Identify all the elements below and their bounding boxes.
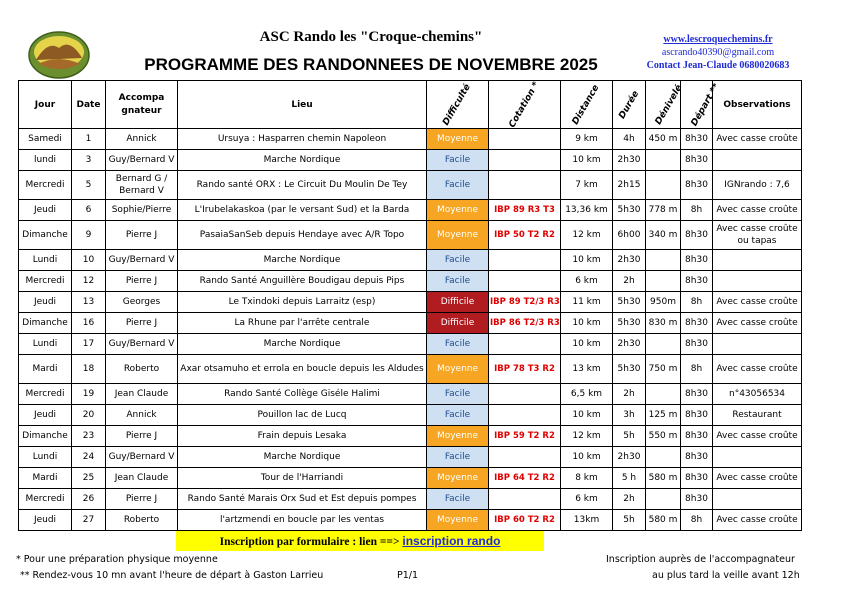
cell-lieu: Marche Nordique bbox=[178, 334, 427, 355]
cell-duree: 5h30 bbox=[613, 313, 646, 334]
cell-difficulte: Facile bbox=[427, 150, 489, 171]
col-denivele: Dénivelé bbox=[646, 81, 681, 129]
cell-denivele bbox=[646, 150, 681, 171]
cell-observations: Avec casse croûte bbox=[713, 313, 802, 334]
cell-duree: 5h30 bbox=[613, 200, 646, 221]
cell-observations bbox=[713, 250, 802, 271]
cell-distance: 10 km bbox=[561, 150, 613, 171]
cell-cotation: IBP 78 T3 R2 bbox=[489, 355, 561, 384]
col-lieu: Lieu bbox=[178, 81, 427, 129]
cell-observations: Avec casse croûte bbox=[713, 468, 802, 489]
cell-cotation: IBP 86 T2/3 R3 bbox=[489, 313, 561, 334]
cell-cotation: IBP 59 T2 R2 bbox=[489, 426, 561, 447]
cell-lieu: Tour de l'Harriandi bbox=[178, 468, 427, 489]
cell-duree: 5h bbox=[613, 510, 646, 531]
cell-duree: 2h bbox=[613, 384, 646, 405]
cell-date: 12 bbox=[72, 271, 106, 292]
cell-accompagnateur: Guy/Bernard V bbox=[106, 250, 178, 271]
cell-cotation bbox=[489, 405, 561, 426]
table-row bbox=[19, 129, 802, 150]
cell-cotation: IBP 64 T2 R2 bbox=[489, 468, 561, 489]
cell-accompagnateur: Pierre J bbox=[106, 489, 178, 510]
table-header-row bbox=[19, 81, 802, 129]
cell-jour: lundi bbox=[19, 150, 72, 171]
cell-distance: 13km bbox=[561, 510, 613, 531]
cell-lieu: Ursuya : Hasparren chemin Napoleon bbox=[178, 129, 427, 150]
cell-lieu: Rando Santé Collège Giséle Halimi bbox=[178, 384, 427, 405]
note-depart: ** Rendez-vous 10 mn avant l'heure de départ à Gaston Larrieu bbox=[20, 570, 324, 581]
cell-accompagnateur: Annick bbox=[106, 405, 178, 426]
cell-depart: 8h30 bbox=[681, 384, 713, 405]
cell-distance: 13,36 km bbox=[561, 200, 613, 221]
cell-depart: 8h bbox=[681, 292, 713, 313]
cell-accompagnateur: Roberto bbox=[106, 510, 178, 531]
cell-observations: n°43056534 bbox=[713, 384, 802, 405]
table-row bbox=[19, 405, 802, 426]
cell-distance: 10 km bbox=[561, 313, 613, 334]
cell-accompagnateur: Bernard G / Bernard V bbox=[106, 171, 178, 200]
cell-lieu: Le Txindoki depuis Larraitz (esp) bbox=[178, 292, 427, 313]
cell-difficulte: Moyenne bbox=[427, 510, 489, 531]
cell-denivele: 340 m bbox=[646, 221, 681, 250]
cell-depart: 8h30 bbox=[681, 313, 713, 334]
cell-denivele: 580 m bbox=[646, 510, 681, 531]
cell-depart: 8h bbox=[681, 200, 713, 221]
cell-observations bbox=[713, 271, 802, 292]
cell-accompagnateur: Pierre J bbox=[106, 426, 178, 447]
cell-lieu: Marche Nordique bbox=[178, 250, 427, 271]
cell-denivele bbox=[646, 250, 681, 271]
cell-cotation: IBP 89 R3 T3 bbox=[489, 200, 561, 221]
cell-jour: Dimanche bbox=[19, 313, 72, 334]
col-duree: Durée bbox=[613, 81, 646, 129]
cell-cotation bbox=[489, 384, 561, 405]
table-row bbox=[19, 221, 802, 250]
col-difficulte: Difficulté bbox=[427, 81, 489, 129]
cell-denivele bbox=[646, 271, 681, 292]
cell-observations: IGNrando : 7,6 bbox=[713, 171, 802, 200]
cell-accompagnateur: Annick bbox=[106, 129, 178, 150]
cell-jour: Jeudi bbox=[19, 200, 72, 221]
cell-date: 26 bbox=[72, 489, 106, 510]
cell-duree: 4h bbox=[613, 129, 646, 150]
inscription-text: Inscription par formulaire : lien ==> bbox=[219, 536, 400, 548]
cell-depart: 8h bbox=[681, 355, 713, 384]
cell-lieu: Rando Santé Marais Orx Sud et Est depuis pompes bbox=[178, 489, 427, 510]
cell-denivele: 450 m bbox=[646, 129, 681, 150]
cell-lieu: Marche Nordique bbox=[178, 150, 427, 171]
cell-distance: 12 km bbox=[561, 221, 613, 250]
cell-duree: 2h30 bbox=[613, 334, 646, 355]
cell-lieu: l'artzmendi en boucle par les ventas bbox=[178, 510, 427, 531]
cell-difficulte: Facile bbox=[427, 171, 489, 200]
cell-duree: 2h30 bbox=[613, 250, 646, 271]
program-table bbox=[18, 80, 802, 531]
cell-date: 18 bbox=[72, 355, 106, 384]
table-row bbox=[19, 292, 802, 313]
cell-observations: Avec casse croûte bbox=[713, 426, 802, 447]
cell-duree: 2h15 bbox=[613, 171, 646, 200]
cell-duree: 5h bbox=[613, 426, 646, 447]
cell-observations: Avec casse croûte bbox=[713, 129, 802, 150]
cell-jour: Jeudi bbox=[19, 405, 72, 426]
cell-date: 19 bbox=[72, 384, 106, 405]
cell-denivele: 778 m bbox=[646, 200, 681, 221]
cell-cotation bbox=[489, 334, 561, 355]
table-row bbox=[19, 171, 802, 200]
contact-block bbox=[618, 33, 818, 72]
cell-difficulte: Moyenne bbox=[427, 200, 489, 221]
cell-accompagnateur: Guy/Bernard V bbox=[106, 334, 178, 355]
cell-observations bbox=[713, 447, 802, 468]
cell-jour: Dimanche bbox=[19, 221, 72, 250]
inscription-note-1: Inscription auprès de l'accompagnateur bbox=[606, 554, 795, 565]
cell-accompagnateur: Georges bbox=[106, 292, 178, 313]
cell-lieu: Frain depuis Lesaka bbox=[178, 426, 427, 447]
cell-duree: 5h30 bbox=[613, 355, 646, 384]
cell-denivele bbox=[646, 489, 681, 510]
table-row bbox=[19, 447, 802, 468]
cell-cotation: IBP 50 T2 R2 bbox=[489, 221, 561, 250]
cell-denivele: 750 m bbox=[646, 355, 681, 384]
cell-cotation bbox=[489, 447, 561, 468]
cell-cotation bbox=[489, 150, 561, 171]
cell-date: 3 bbox=[72, 150, 106, 171]
cell-cotation bbox=[489, 250, 561, 271]
cell-denivele: 550 m bbox=[646, 426, 681, 447]
cell-observations bbox=[713, 150, 802, 171]
cell-jour: Mardi bbox=[19, 355, 72, 384]
cell-denivele: 125 m bbox=[646, 405, 681, 426]
program-title: PROGRAMME DES RANDONNEES DE NOVEMBRE 2025 bbox=[144, 55, 598, 74]
cell-observations: Avec casse croûte bbox=[713, 200, 802, 221]
cell-difficulte: Facile bbox=[427, 447, 489, 468]
col-accompagnateur: Accompa gnateur bbox=[106, 81, 178, 129]
cell-observations: Restaurant bbox=[713, 405, 802, 426]
cell-accompagnateur: Guy/Bernard V bbox=[106, 150, 178, 171]
table-row bbox=[19, 355, 802, 384]
cell-denivele bbox=[646, 447, 681, 468]
cell-duree: 3h bbox=[613, 405, 646, 426]
cell-accompagnateur: Pierre J bbox=[106, 221, 178, 250]
cell-date: 5 bbox=[72, 171, 106, 200]
cell-date: 23 bbox=[72, 426, 106, 447]
cell-accompagnateur: Jean Claude bbox=[106, 384, 178, 405]
cell-duree: 5h30 bbox=[613, 292, 646, 313]
cell-accompagnateur: Pierre J bbox=[106, 313, 178, 334]
cell-distance: 10 km bbox=[561, 334, 613, 355]
cell-date: 27 bbox=[72, 510, 106, 531]
col-cotation: Cotation * bbox=[489, 81, 561, 129]
cell-date: 17 bbox=[72, 334, 106, 355]
cell-cotation bbox=[489, 129, 561, 150]
col-date: Date bbox=[72, 81, 106, 129]
cell-cotation: IBP 89 T2/3 R3 bbox=[489, 292, 561, 313]
cell-observations: Avec casse croûte bbox=[713, 292, 802, 313]
cell-observations bbox=[713, 489, 802, 510]
cell-lieu: Rando santé ORX : Le Circuit Du Moulin De Tey bbox=[178, 171, 427, 200]
cell-duree: 6h00 bbox=[613, 221, 646, 250]
cell-lieu: Pouillon lac de Lucq bbox=[178, 405, 427, 426]
website-link[interactable]: www.lescroquechemins.fr bbox=[663, 34, 773, 45]
cell-jour: Mardi bbox=[19, 468, 72, 489]
cell-difficulte: Facile bbox=[427, 271, 489, 292]
cell-depart: 8h30 bbox=[681, 150, 713, 171]
cell-observations bbox=[713, 334, 802, 355]
cell-cotation bbox=[489, 489, 561, 510]
contact-phone: Contact Jean-Claude 0680020683 bbox=[646, 60, 790, 71]
cell-difficulte: Facile bbox=[427, 334, 489, 355]
cell-distance: 12 km bbox=[561, 426, 613, 447]
cell-accompagnateur: Sophie/Pierre bbox=[106, 200, 178, 221]
cell-cotation bbox=[489, 171, 561, 200]
cell-distance: 11 km bbox=[561, 292, 613, 313]
cell-depart: 8h30 bbox=[681, 426, 713, 447]
cell-accompagnateur: Jean Claude bbox=[106, 468, 178, 489]
cell-distance: 13 km bbox=[561, 355, 613, 384]
cell-date: 6 bbox=[72, 200, 106, 221]
cell-jour: Jeudi bbox=[19, 292, 72, 313]
cell-accompagnateur: Roberto bbox=[106, 355, 178, 384]
cell-accompagnateur: Guy/Bernard V bbox=[106, 447, 178, 468]
note-cotation: * Pour une préparation physique moyenne bbox=[16, 554, 218, 565]
cell-depart: 8h30 bbox=[681, 468, 713, 489]
org-title: ASC Rando les "Croque-chemins" bbox=[259, 29, 483, 45]
cell-difficulte: Difficile bbox=[427, 313, 489, 334]
cell-depart: 8h30 bbox=[681, 271, 713, 292]
cell-jour: Mercredi bbox=[19, 271, 72, 292]
cell-date: 25 bbox=[72, 468, 106, 489]
cell-difficulte: Moyenne bbox=[427, 221, 489, 250]
cell-duree: 2h30 bbox=[613, 447, 646, 468]
cell-date: 24 bbox=[72, 447, 106, 468]
table-row bbox=[19, 150, 802, 171]
cell-distance: 8 km bbox=[561, 468, 613, 489]
cell-jour: Samedi bbox=[19, 129, 72, 150]
page-number: P1/1 bbox=[397, 570, 419, 581]
table-row bbox=[19, 426, 802, 447]
cell-difficulte: Difficile bbox=[427, 292, 489, 313]
cell-denivele: 950m bbox=[646, 292, 681, 313]
cell-difficulte: Moyenne bbox=[427, 426, 489, 447]
cell-lieu: PasaiaSanSeb depuis Hendaye avec A/R Topo bbox=[178, 221, 427, 250]
cell-distance: 6 km bbox=[561, 489, 613, 510]
cell-distance: 10 km bbox=[561, 250, 613, 271]
table-row bbox=[19, 200, 802, 221]
cell-depart: 8h30 bbox=[681, 334, 713, 355]
cell-observations: Avec casse croûte bbox=[713, 355, 802, 384]
cell-date: 1 bbox=[72, 129, 106, 150]
cell-depart: 8h30 bbox=[681, 447, 713, 468]
cell-denivele bbox=[646, 384, 681, 405]
cell-observations: Avec casse croûte ou tapas bbox=[713, 221, 802, 250]
cell-date: 9 bbox=[72, 221, 106, 250]
cell-duree: 2h bbox=[613, 489, 646, 510]
cell-depart: 8h30 bbox=[681, 221, 713, 250]
cell-depart: 8h30 bbox=[681, 129, 713, 150]
cell-duree: 5 h bbox=[613, 468, 646, 489]
cell-depart: 8h30 bbox=[681, 250, 713, 271]
cell-jour: Lundi bbox=[19, 447, 72, 468]
cell-date: 13 bbox=[72, 292, 106, 313]
cell-observations: Avec casse croûte bbox=[713, 510, 802, 531]
cell-cotation: IBP 60 T2 R2 bbox=[489, 510, 561, 531]
cell-difficulte: Facile bbox=[427, 384, 489, 405]
cell-depart: 8h30 bbox=[681, 489, 713, 510]
table-row bbox=[19, 468, 802, 489]
cell-depart: 8h30 bbox=[681, 171, 713, 200]
cell-denivele: 580 m bbox=[646, 468, 681, 489]
col-depart: Départ ** bbox=[681, 81, 713, 129]
cell-lieu: L'Irubelakaskoa (par le versant Sud) et la Barda bbox=[178, 200, 427, 221]
cell-difficulte: Facile bbox=[427, 250, 489, 271]
cell-jour: Mercredi bbox=[19, 489, 72, 510]
col-distance: Distance bbox=[561, 81, 613, 129]
inscription-link[interactable]: inscription rando bbox=[402, 534, 501, 548]
cell-denivele bbox=[646, 171, 681, 200]
table-row bbox=[19, 250, 802, 271]
inscription-note-2: au plus tard la veille avant 12h bbox=[652, 570, 800, 581]
cell-difficulte: Moyenne bbox=[427, 129, 489, 150]
email-address: ascrando40390@gmail.com bbox=[661, 47, 775, 58]
cell-cotation bbox=[489, 271, 561, 292]
table-row bbox=[19, 271, 802, 292]
cell-date: 10 bbox=[72, 250, 106, 271]
cell-jour: Mercredi bbox=[19, 171, 72, 200]
table-row bbox=[19, 510, 802, 531]
cell-denivele: 830 m bbox=[646, 313, 681, 334]
cell-duree: 2h30 bbox=[613, 150, 646, 171]
cell-distance: 6 km bbox=[561, 271, 613, 292]
inscription-banner bbox=[176, 531, 544, 551]
cell-jour: Lundi bbox=[19, 250, 72, 271]
cell-date: 20 bbox=[72, 405, 106, 426]
cell-lieu: La Rhune par l'arrête centrale bbox=[178, 313, 427, 334]
cell-jour: Jeudi bbox=[19, 510, 72, 531]
cell-duree: 2h bbox=[613, 271, 646, 292]
cell-denivele bbox=[646, 334, 681, 355]
cell-lieu: Marche Nordique bbox=[178, 447, 427, 468]
cell-distance: 10 km bbox=[561, 447, 613, 468]
cell-jour: Lundi bbox=[19, 334, 72, 355]
table-row bbox=[19, 334, 802, 355]
cell-lieu: Rando Santé Anguillère Boudigau depuis Pips bbox=[178, 271, 427, 292]
table-row bbox=[19, 313, 802, 334]
cell-distance: 10 km bbox=[561, 405, 613, 426]
cell-distance: 9 km bbox=[561, 129, 613, 150]
cell-jour: Dimanche bbox=[19, 426, 72, 447]
table-row bbox=[19, 384, 802, 405]
col-observations: Observations bbox=[713, 81, 802, 129]
cell-difficulte: Moyenne bbox=[427, 355, 489, 384]
cell-distance: 6,5 km bbox=[561, 384, 613, 405]
table-row bbox=[19, 489, 802, 510]
cell-difficulte: Facile bbox=[427, 489, 489, 510]
cell-lieu: Axar otsamuho et errola en boucle depuis les Aldudes bbox=[178, 355, 427, 384]
cell-accompagnateur: Pierre J bbox=[106, 271, 178, 292]
cell-date: 16 bbox=[72, 313, 106, 334]
cell-difficulte: Facile bbox=[427, 405, 489, 426]
cell-jour: Mercredi bbox=[19, 384, 72, 405]
cell-difficulte: Moyenne bbox=[427, 468, 489, 489]
col-jour: Jour bbox=[19, 81, 72, 129]
cell-depart: 8h bbox=[681, 510, 713, 531]
cell-distance: 7 km bbox=[561, 171, 613, 200]
cell-depart: 8h30 bbox=[681, 405, 713, 426]
